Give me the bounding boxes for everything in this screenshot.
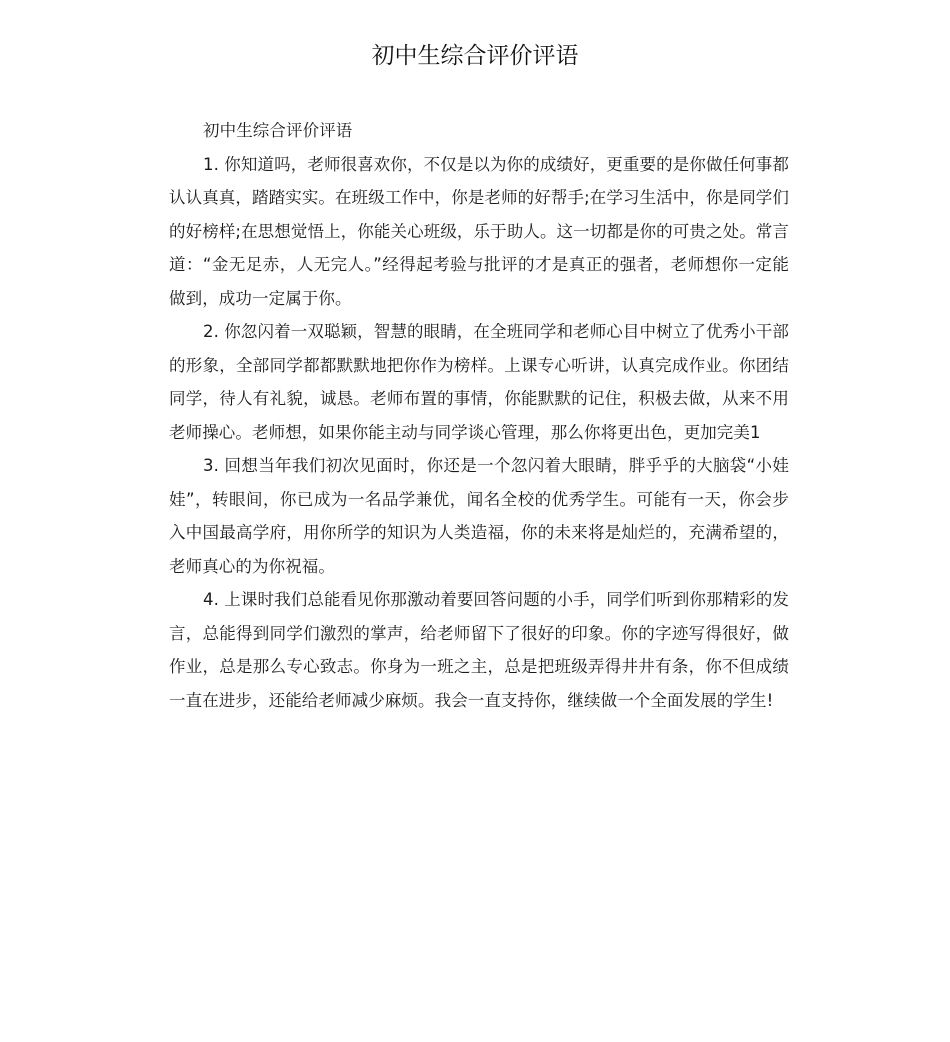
- comment-paragraph-3: 3. 回想当年我们初次见面时，你还是一个忽闪着大眼睛，胖乎乎的大脑袋“小娃娃”，转眼间，你已成为一名品学兼优，闻名全校的优秀学生。可能有一天，你会步入中国最高学府，用你所学的知识为人类造福，你的未来将是灿烂的，充满希望的，老师真心的为你祝福。: [169, 456, 789, 576]
- comment-paragraph-2: 2. 你忽闪着一双聪颖，智慧的眼睛，在全班同学和老师心目中树立了优秀小干部的形象，全部同学都都默默地把你作为榜样。上课专心听讲，认真完成作业。你团结同学，待人有礼貌，诚恳。老师布置的事情，你能默默的记住，积极去做，从来不用老师操心。老师想，如果你能主动与同学谈心管理，那么你将更出色，更加完美1: [169, 322, 789, 442]
- subtitle-paragraph: 初中生综合评价评语: [203, 121, 353, 140]
- document-title: 初中生综合评价评语: [371, 43, 579, 69]
- comment-paragraph-4: 4. 上课时我们总能看见你那激动着要回答问题的小手，同学们听到你那精彩的发言，总能得到同学们激烈的掌声，给老师留下了很好的印象。你的字迹写得很好，做作业，总是那么专心致志。你身为一班之主，总是把班级弄得井井有条，你不但成绩一直在进步，还能给老师减少麻烦。我会一直支持你，继续做一个全面发展的学生!: [169, 590, 789, 710]
- comment-paragraph-1: 1. 你知道吗，老师很喜欢你，不仅是以为你的成绩好，更重要的是你做任何事都认认真真，踏踏实实。在班级工作中，你是老师的好帮手;在学习生活中，你是同学们的好榜样;在思想觉悟上，你能关心班级，乐于助人。这一切都是你的可贵之处。常言道：“金无足赤，人无完人。”经得起考验与批评的才是真正的强者，老师想你一定能做到，成功一定属于你。: [169, 154, 789, 308]
- document-body: [169, 114, 789, 717]
